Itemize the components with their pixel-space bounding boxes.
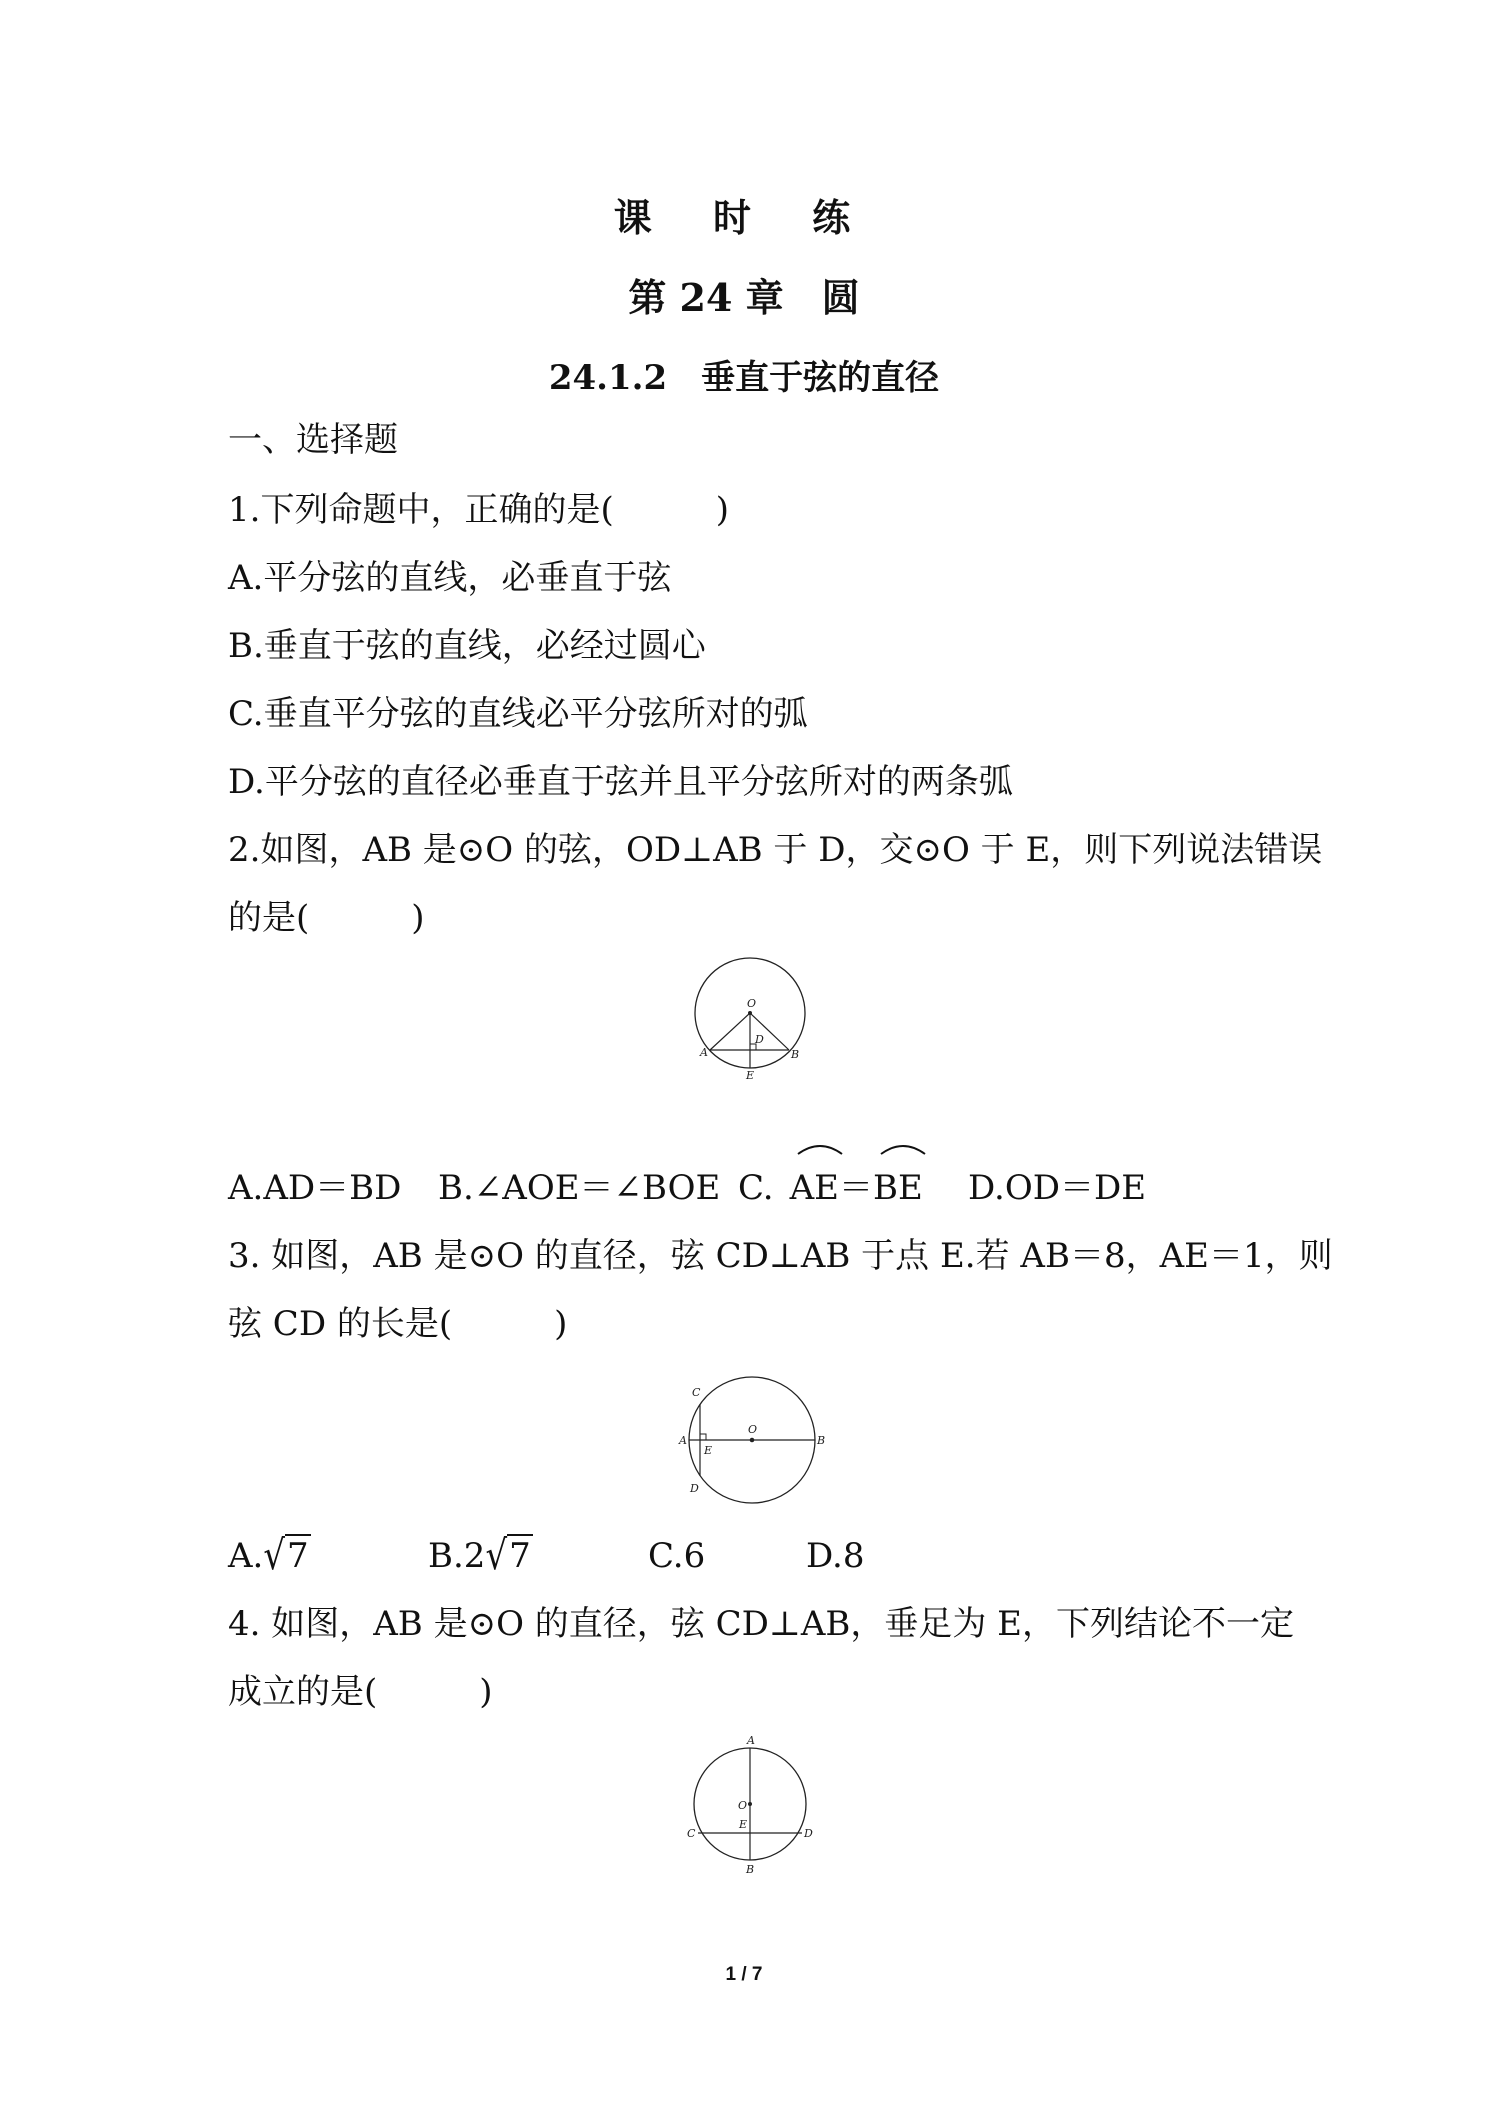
q3-option-b-prefix: B.2 [428,1536,486,1576]
q2-stem-line2: 的是( ) [228,898,425,938]
q2-label-a: A [700,1046,708,1059]
q2-label-o: O [747,997,757,1010]
q4-label-o: O [738,1799,748,1812]
q2-option-c-eq: ＝ [839,1168,873,1208]
q3-option-b [428,1532,533,1580]
q4-center-dot [748,1802,752,1806]
q1-option-b: B.垂直于弦的直线，必经过圆心 [228,626,706,666]
q3-option-a-radicand: 7 [287,1536,309,1576]
q2-figure [680,955,820,1085]
q1-option-d: D.平分弦的直径必垂直于弦并且平分弦所对的两条弧 [228,762,1013,802]
q1-option-a: A.平分弦的直线，必垂直于弦 [228,558,672,598]
q2-option-c [738,1168,923,1208]
q4-label-e: E [739,1818,748,1831]
q3-option-d: D.8 [806,1536,865,1576]
q3-label-o: O [748,1423,758,1436]
q2-label-b: B [791,1048,800,1061]
q3-stem-line1: 3. 如图，AB 是⊙O 的直径，弦 CD⊥AB 于点 E.若 AB＝8，AE＝1，则 [228,1236,1333,1276]
section-title: 24.1.2 垂直于弦的直径 [548,358,940,398]
q2-option-c-prefix: C. [738,1168,774,1208]
q4-stem-line2: 成立的是( ) [228,1672,493,1712]
q2-center-dot [748,1011,752,1015]
q2-line-oa [710,1013,750,1050]
q2-arc-ae-text: AE [789,1168,839,1208]
q3-option-a-prefix: A. [228,1536,264,1576]
q3-label-b: B [817,1434,826,1447]
q3-stem-line2: 弦 CD 的长是( ) [228,1304,568,1344]
q3-label-c: C [692,1386,701,1399]
q2-label-d: D [755,1033,764,1046]
q2-arc-be [873,1168,923,1208]
q3-label-a: A [679,1434,687,1447]
q2-option-a: A.AD＝BD [228,1168,402,1208]
q2-option-b: B.∠AOE＝∠BOE [438,1168,721,1208]
q4-figure [684,1730,824,1880]
q3-center-dot [750,1438,755,1443]
q3-sqrt-a: √7 [263,1532,309,1580]
doc-title: 课 时 练 [613,195,875,240]
q3-option-a [228,1532,311,1580]
q2-option-d: D.OD＝DE [968,1168,1147,1208]
q4-label-b: B [746,1863,755,1876]
q3-label-e: E [704,1444,713,1457]
q1-stem: 1.下列命题中，正确的是( ) [228,490,729,530]
q3-sqrt-b: √7 [485,1532,531,1580]
q2-stem-line1: 2.如图，AB 是⊙O 的弦，OD⊥AB 于 D，交⊙O 于 E，则下列说法错误 [228,830,1323,870]
q4-label-c: C [687,1827,696,1840]
part-heading: 一、选择题 [228,420,398,460]
q4-label-d: D [804,1827,813,1840]
q3-option-c: C.6 [648,1536,706,1576]
q1-option-c: C.垂直平分弦的直线必平分弦所对的弧 [228,694,808,734]
q3-option-b-radicand: 7 [509,1536,531,1576]
q2-label-e: E [746,1069,755,1082]
page-number: 1 / 7 [725,1964,763,1985]
q3-figure [672,1372,832,1512]
q2-arc-be-text: BE [873,1168,923,1208]
q3-right-angle [700,1434,706,1440]
q4-stem-line1: 4. 如图，AB 是⊙O 的直径，弦 CD⊥AB，垂足为 E，下列结论不一定 [228,1604,1294,1644]
q4-label-a: A [747,1734,755,1747]
q3-label-d: D [690,1482,699,1495]
chapter-title: 第 24 章 圆 [628,275,860,320]
q2-arc-ae [790,1168,839,1208]
